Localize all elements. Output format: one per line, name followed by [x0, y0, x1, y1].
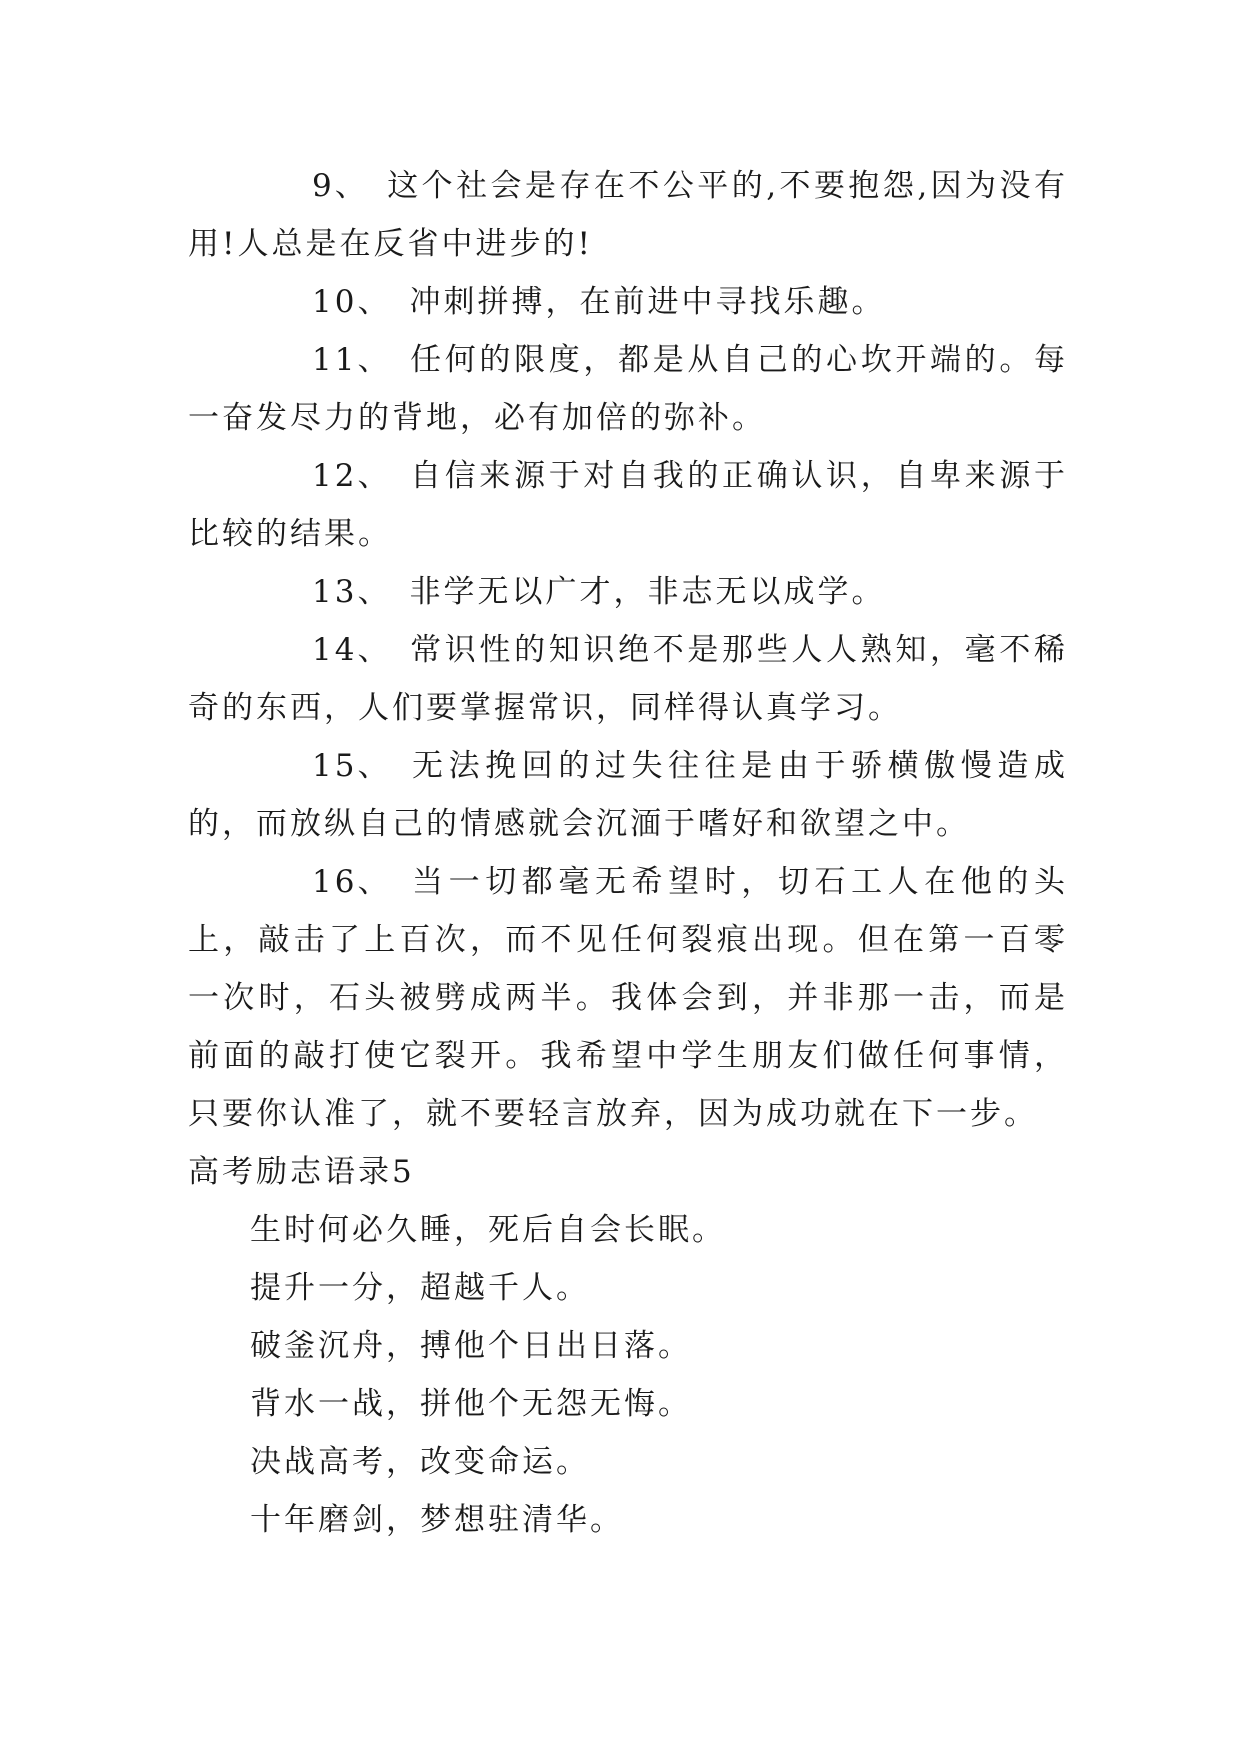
quote-number: 15、 [312, 748, 392, 784]
motto-line: 破釜沉舟，搏他个日出日落。 [250, 1328, 692, 1364]
quote-number: 16、 [312, 864, 392, 900]
motto-line: 生时何必久睡，死后自会长眠。 [250, 1212, 726, 1248]
quote-item [188, 447, 1068, 563]
quote-item [188, 563, 1068, 621]
quote-number: 13、 [312, 574, 392, 610]
quote-item [188, 157, 1068, 273]
quote-text: 无法挽回的过失往往是由于骄横傲慢造成的，而放纵自己的情感就会沉湎于嗜好和欲望之中。 [188, 748, 1068, 842]
quote-item [188, 853, 1068, 1143]
quote-item [188, 621, 1068, 737]
quote-number: 12、 [312, 458, 392, 494]
motto-line: 提升一分，超越千人。 [250, 1270, 590, 1306]
quote-item [188, 273, 1068, 331]
quote-number: 11、 [312, 342, 392, 378]
quote-number: 14、 [312, 632, 392, 668]
quote-text: 常识性的知识绝不是那些人人熟知，毫不稀奇的东西，人们要掌握常识，同样得认真学习。 [188, 632, 1068, 726]
quote-text: 当一切都毫无希望时，切石工人在他的头上，敲击了上百次，而不见任何裂痕出现。但在第一百零一次时，石头被劈成两半。我体会到，并非那一击，而是前面的敲打使它裂开。我希望中学生朋友们做任何事情，只要你认准了，就不要轻言放弃，因为成功就在下一步。 [188, 864, 1068, 1132]
quote-text: 这个社会是存在不公平的,不要抱怨,因为没有用!人总是在反省中进步的! [188, 168, 1068, 262]
quote-item [188, 737, 1068, 853]
motto-line: 决战高考，改变命运。 [250, 1444, 590, 1480]
quote-text: 自信来源于对自我的正确认识，自卑来源于比较的结果。 [188, 458, 1068, 552]
motto-line: 十年磨剑，梦想驻清华。 [250, 1502, 624, 1538]
quote-number: 10、 [312, 284, 392, 320]
quote-number: 9、 [312, 168, 369, 204]
quote-text: 任何的限度，都是从自己的心坎开端的。每一奋发尽力的背地，必有加倍的弥补。 [188, 342, 1068, 436]
section-heading: 高考励志语录5 [188, 1154, 415, 1190]
motto-line: 背水一战，拼他个无怨无悔。 [250, 1386, 692, 1422]
quote-text: 非学无以广才，非志无以成学。 [409, 574, 886, 610]
quote-text: 冲刺拼搏，在前进中寻找乐趣。 [409, 284, 886, 320]
quote-item [188, 331, 1068, 447]
document-body [188, 157, 1068, 1549]
